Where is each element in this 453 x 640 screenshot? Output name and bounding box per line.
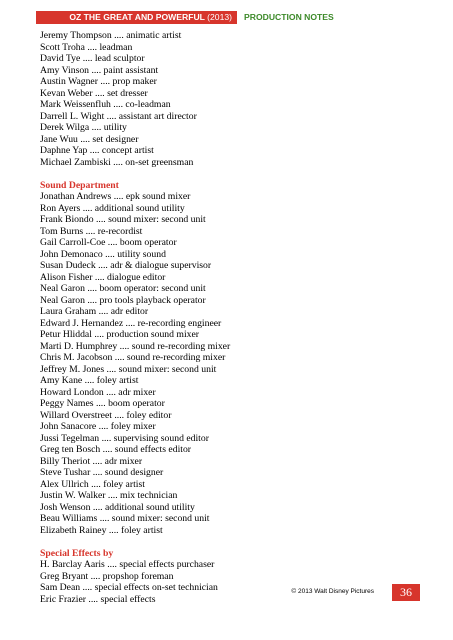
credit-line: Kevan Weber .... set dresser: [40, 87, 148, 99]
credit-line: Jeremy Thompson .... animatic artist: [40, 30, 182, 41]
credit-line: Sam Dean .... special effects on-set technician: [40, 582, 218, 593]
film-title: OZ THE GREAT AND POWERFUL: [69, 12, 205, 22]
credit-line: John Demonaco .... utility sound: [40, 248, 166, 260]
special-effects-heading: Special Effects by: [40, 547, 114, 559]
credit-line: Willard Overstreet .... foley editor: [40, 409, 172, 421]
credit-line: Marti D. Humphrey .... sound re-recording mixer: [40, 340, 231, 352]
credit-line: H. Barclay Aaris .... special effects purchaser: [40, 559, 215, 570]
credit-line: Howard London .... adr mixer: [40, 386, 156, 398]
credit-line: Amy Vinson .... paint assistant: [40, 64, 159, 76]
art-department-continued-list: [40, 30, 420, 168]
credit-line: Greg ten Bosch .... sound effects editor: [40, 444, 192, 455]
credit-line: Scott Troha .... leadman: [40, 41, 133, 53]
credit-line: Jane Wuu .... set designer: [40, 133, 139, 145]
credit-line: Derek Wilga .... utility: [40, 122, 127, 133]
credit-line: Amy Kane .... foley artist: [40, 375, 139, 386]
credit-line: Chris M. Jacobson .... sound re-recording mixer: [40, 352, 226, 363]
credit-line: Neal Garon .... boom operator: second unit: [40, 283, 206, 294]
credit-line: Michael Zambiski .... on-set greensman: [40, 156, 194, 168]
credit-line: Edward J. Hernandez .... re-recording engineer: [40, 317, 222, 329]
page-footer: [40, 584, 420, 601]
credit-line: Darrell L. Wight .... assistant art director: [40, 110, 197, 122]
copyright-notice: © 2013 Walt Disney Pictures: [291, 588, 374, 595]
credit-line: Ron Ayers .... additional sound utility: [40, 202, 185, 214]
header-title-bar: [36, 11, 237, 24]
credit-line: Petur Hliddal .... production sound mixer: [40, 329, 200, 340]
credit-line: Greg Bryant .... propshop foreman: [40, 570, 174, 582]
credit-line: Frank Biondo .... sound mixer: second unit: [40, 214, 206, 225]
credit-line: Justin W. Walker .... mix technician: [40, 490, 178, 501]
credit-line: Jussi Tegelman .... supervising sound editor: [40, 432, 209, 444]
credit-line: Billy Theriot .... adr mixer: [40, 455, 143, 467]
credit-line: Alison Fisher .... dialogue editor: [40, 271, 166, 283]
credit-line: John Sanacore .... foley mixer: [40, 421, 156, 432]
credit-line: Peggy Names .... boom operator: [40, 398, 165, 409]
credit-line: Gail Carroll-Coe .... boom operator: [40, 237, 177, 248]
credit-line: Steve Tushar .... sound designer: [40, 467, 164, 478]
sound-department-heading: Sound Department: [40, 179, 119, 191]
credit-line: Daphne Yap .... concept artist: [40, 145, 154, 156]
film-year: (2013): [207, 12, 232, 22]
credit-line: Tom Burns .... re-recordist: [40, 225, 143, 237]
credit-line: Susan Dudeck .... adr & dialogue supervisor: [40, 260, 212, 271]
credit-line: Eric Frazier .... special effects: [40, 593, 156, 605]
credit-line: David Tye .... lead sculptor: [40, 53, 145, 64]
credit-line: Mark Weissenfluh .... co-leadman: [40, 99, 171, 110]
credit-line: Austin Wagner .... prop maker: [40, 76, 157, 87]
sound-department-list: [40, 191, 420, 536]
credit-line: Josh Wenson .... additional sound utility: [40, 501, 195, 513]
page-number: 36: [392, 584, 420, 601]
credit-line: Alex Ullrich .... foley artist: [40, 478, 145, 490]
credit-line: Beau Williams .... sound mixer: second unit: [40, 513, 210, 524]
credit-line: Elizabeth Rainey .... foley artist: [40, 524, 163, 536]
credit-line: Jonathan Andrews .... epk sound mixer: [40, 191, 191, 202]
page-header: [36, 11, 416, 24]
header-section-label: PRODUCTION NOTES: [244, 12, 334, 22]
credit-line: Laura Graham .... adr editor: [40, 306, 149, 317]
credit-line: Neal Garon .... pro tools playback operator: [40, 294, 206, 306]
credits-content: [40, 30, 420, 605]
credit-line: Jeffrey M. Jones .... sound mixer: second unit: [40, 363, 217, 375]
